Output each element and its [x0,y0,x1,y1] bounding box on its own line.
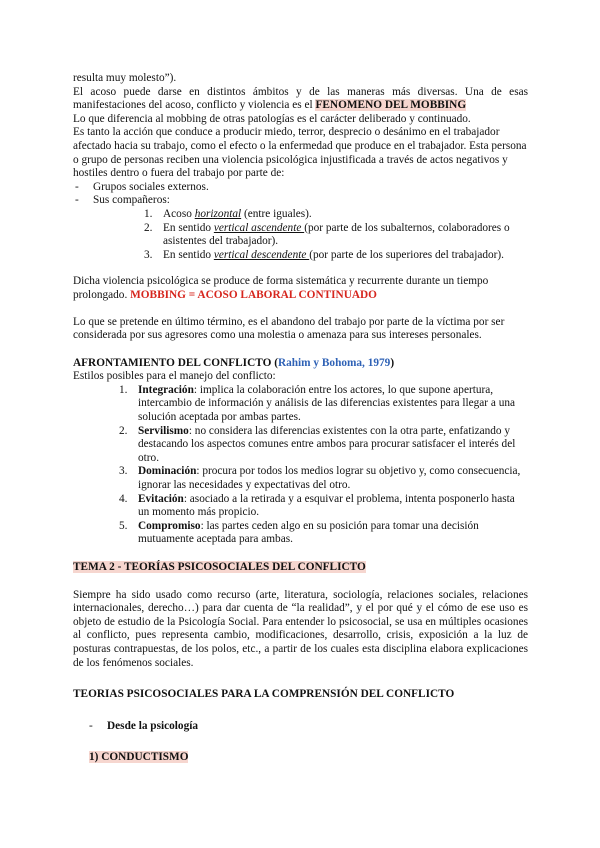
item-term: Dominación [138,465,197,478]
paren: ( [274,356,278,369]
dash-bullet: - [75,194,79,207]
list-item [119,425,528,466]
list-item-text: Sus compañeros: [93,194,170,207]
tema2-heading [73,561,528,575]
mobbing-highlight: FENOMENO DEL MOBBING [315,99,467,112]
afrontamiento-heading [73,357,528,371]
list-item [144,208,528,222]
afrontamiento-subtitle: Estilos posibles para el manejo del conflicto: [73,370,276,383]
list-item [119,493,528,520]
item-number: 1. [119,383,128,396]
item-number: 3. [144,248,153,261]
heading-text: AFRONTAMIENTO DEL CONFLICTO [73,356,275,369]
item-text: : asociado a la retirada y a esquivar el problema, intenta posponerlo hasta un momento más propicio. [138,492,515,519]
list-item [119,520,528,547]
tema2-title: TEMA 2 - TEORÍAS PSICOSOCIALES DEL CONFLICTO [73,561,366,573]
violencia-text: Dicha violencia psicológica se produce de forma sistemática y recurrente durante un tiempo prolongado. [73,275,489,301]
item-text: (por parte de los superiores del trabajador). [309,248,504,261]
citation: Rahim y Bohoma, 1979 [277,356,391,369]
list-item [144,222,528,249]
list-item [144,249,528,263]
item-text: : procura por todos los medios lograr su objetivo y, como consecuencia, ignorar las necesidades y expectativas del otro. [138,465,521,492]
item-text: En sentido [163,248,214,261]
abandono-paragraph: Lo que se pretende en último término, es el abandono del trabajo por parte de la víctima por ser considerada por sus agresores como una molestia o amenaza para sus intereses personales. [73,315,505,342]
list-item [73,181,528,195]
item-text: : no considera las diferencias existentes con la otra parte, enfatizando y destacando los aspectos comunes entre ambos para procurar satisfacer el interés del otro. [138,424,516,464]
intro-text: El acoso puede darse en distintos ámbitos y de las maneras más diversas. Una de esas manifestaciones del acoso, conflicto y violencia es el [73,85,528,112]
dash-bullet: - [75,180,79,193]
item-number: 1. [144,207,153,220]
mobbing-definition: Es tanto la acción que conduce a producir miedo, terror, desprecio o desánimo en el trabajador afectado hacia su trabajo, como el efecto o la enfermedad que produce en el trabajador. Esta persona o grupo de personas reciben una violencia psicológica injustificada a través de actos negativos y hostiles dentro o fuera del trabajo por parte de: [73,126,527,180]
item-text: : las partes ceden algo en su posición para tomar una decisión mutuamente aceptada para ambas. [138,519,479,546]
underlined-term: vertical ascendente [213,221,305,234]
teorias-heading: TEORIAS PSICOSOCIALES PARA LA COMPRENSIÓN DEL CONFLICTO [73,688,455,701]
item-number: 4. [119,492,128,505]
list-item [119,465,528,492]
sub-list [144,208,528,262]
page-content [73,72,528,765]
item-number: 2. [144,221,153,234]
underlined-term: vertical descendente [213,248,310,261]
item-text: (entre iguales). [241,207,312,220]
tema2-paragraph: Siempre ha sido usado como recurso (arte, literatura, sociología, relaciones sociales, relaciones internacionales, derecho…) para dar cuenta de “la realidad”, y el por qué y el cómo de ese uso es objeto de estudio de la Psicología Social. Para entender lo psicosocial, se usa en múltiples ocasiones al conflicto, pues representa cambio, modificaciones, desarrollo, crisis, exposición a la luz de posturas contrapuestas, de los polos, etc., a partir de los cuales esta disciplina elabora explicaciones de los fenómenos sociales. [73,588,528,669]
item-term: Servilismo [138,424,189,437]
underlined-term: horizontal [194,207,242,220]
dash-list [73,181,528,208]
item-text: (por parte de los subalternos, colaboradores o asistentes del trabajador). [163,221,510,248]
list-item [119,384,528,425]
item-text: En sentido [163,221,214,234]
desde-text: Desde la psicología [107,719,199,732]
item-term: Evitación [138,492,184,505]
item-number: 2. [119,424,128,437]
intro-line: resulta muy molesto”). [73,72,177,84]
list-item [73,194,528,208]
list-item-text: Grupos sociales externos. [93,180,209,193]
item-term: Compromiso [138,519,201,532]
estilos-list [119,384,528,547]
mobbing-difference: Lo que diferencia al mobbing de otras patologías es el carácter deliberado y continuado. [73,112,471,125]
item-number: 3. [119,465,128,478]
item-term: Integración [138,383,194,396]
dash-bullet: - [89,719,93,732]
paren: ) [390,356,395,369]
mobbing-equation: MOBBING = ACOSO LABORAL CONTINUADO [130,288,377,301]
item-number: 5. [119,519,128,532]
violencia-paragraph [73,275,528,302]
intro-paragraph [73,86,528,113]
conductismo-heading [89,751,528,765]
item-text: Acoso [163,207,195,220]
conductismo-title: 1) CONDUCTISMO [89,751,189,764]
desde-item [87,720,528,734]
item-text: : implica la colaboración entre los actores, lo que supone apertura, intercambio de información y análisis de las diferencias existentes para llegar a una solución aceptada por ambas partes. [138,383,516,424]
